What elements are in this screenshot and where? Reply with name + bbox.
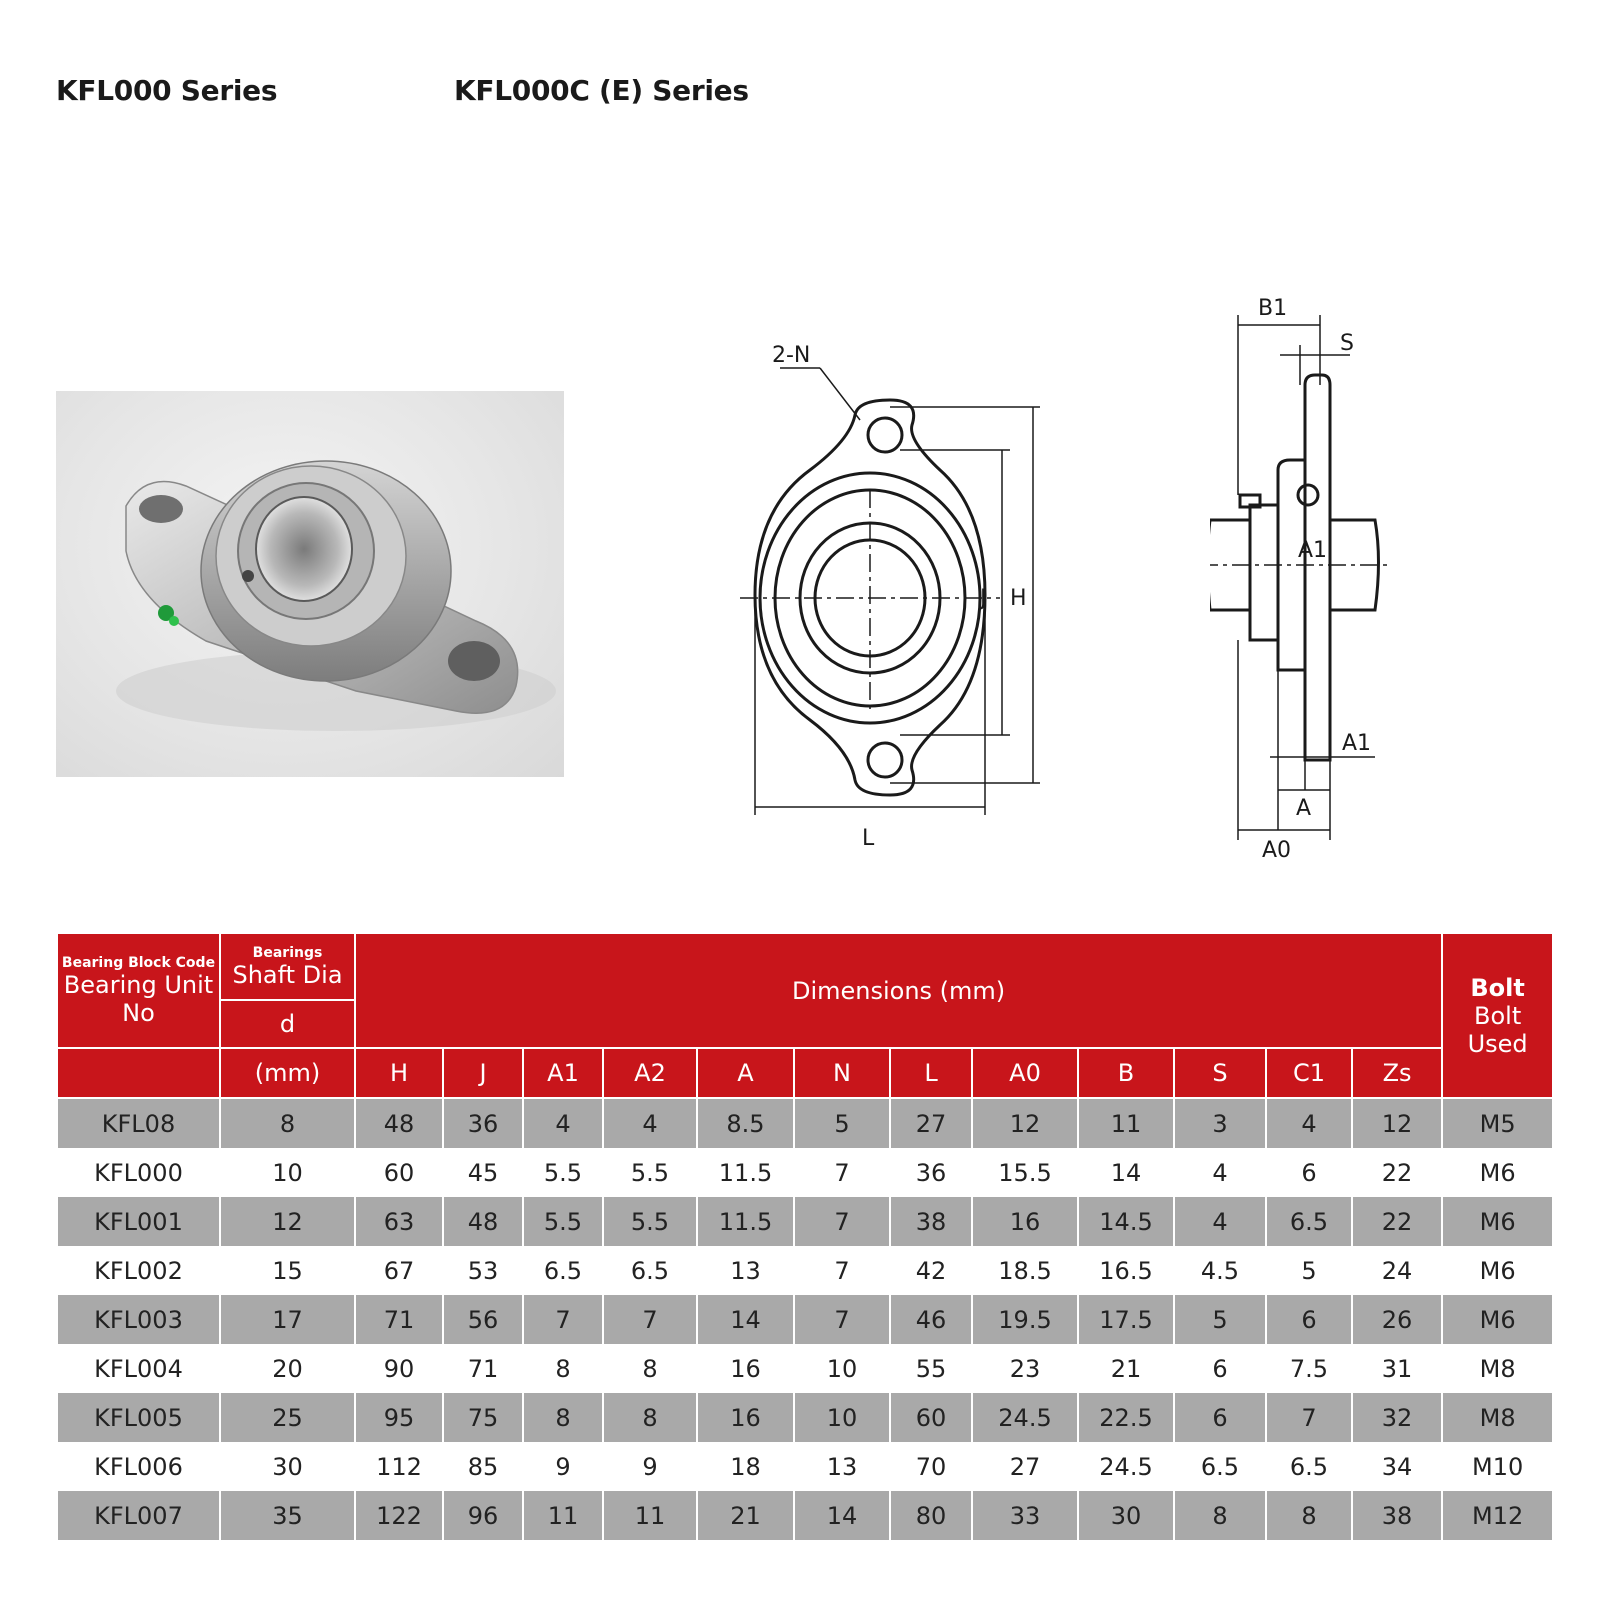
cell-n: 7 [794, 1246, 890, 1295]
cell-j: 53 [443, 1246, 523, 1295]
bolt-header-main: Bolt [1470, 973, 1525, 1002]
cell-shaft-dia: 8 [220, 1098, 355, 1148]
cell-c1: 8 [1266, 1491, 1352, 1540]
col-a2: A2 [603, 1048, 697, 1098]
cell-a2: 4 [603, 1098, 697, 1148]
cell-a1: 9 [523, 1442, 603, 1491]
cell-a2: 5.5 [603, 1148, 697, 1197]
cell-n: 7 [794, 1295, 890, 1344]
cell-a1: 7 [523, 1295, 603, 1344]
col-h: H [355, 1048, 443, 1098]
cell-s: 4 [1174, 1197, 1266, 1246]
col-l: L [890, 1048, 972, 1098]
cell-bolt: M5 [1442, 1098, 1553, 1148]
cell-bearing-code: KFL001 [57, 1197, 220, 1246]
cell-a: 8.5 [697, 1098, 794, 1148]
cell-c1: 6.5 [1266, 1197, 1352, 1246]
cell-bearing-code: KFL005 [57, 1393, 220, 1442]
cell-n: 7 [794, 1197, 890, 1246]
cell-zs: 31 [1352, 1344, 1442, 1393]
cell-bolt: M6 [1442, 1197, 1553, 1246]
code-header [57, 933, 220, 1048]
cell-j: 45 [443, 1148, 523, 1197]
cell-a: 16 [697, 1344, 794, 1393]
cell-a0: 27 [972, 1442, 1078, 1491]
cell-h: 71 [355, 1295, 443, 1344]
cell-bolt: M12 [1442, 1491, 1553, 1540]
code-header-main: Bearing Unit No [63, 970, 214, 1027]
cell-b: 24.5 [1078, 1442, 1174, 1491]
cell-b: 17.5 [1078, 1295, 1174, 1344]
cell-h: 95 [355, 1393, 443, 1442]
cell-s: 6 [1174, 1393, 1266, 1442]
cell-h: 48 [355, 1098, 443, 1148]
cell-c1: 6 [1266, 1295, 1352, 1344]
cell-bearing-code: KFL002 [57, 1246, 220, 1295]
bolt-header [1442, 933, 1553, 1098]
cell-zs: 32 [1352, 1393, 1442, 1442]
cell-c1: 6 [1266, 1148, 1352, 1197]
label-l: L [862, 826, 875, 851]
col-a0: A0 [972, 1048, 1078, 1098]
cell-a: 16 [697, 1393, 794, 1442]
col-s: S [1174, 1048, 1266, 1098]
cell-a: 14 [697, 1295, 794, 1344]
cell-shaft-dia: 17 [220, 1295, 355, 1344]
col-zs: Zs [1352, 1048, 1442, 1098]
cell-j: 96 [443, 1491, 523, 1540]
table-row [57, 1442, 1553, 1491]
label-j: J [980, 586, 987, 611]
cell-l: 55 [890, 1344, 972, 1393]
spec-table [56, 932, 1554, 1540]
cell-b: 11 [1078, 1098, 1174, 1148]
shaft-header [220, 933, 355, 1000]
cell-zs: 24 [1352, 1246, 1442, 1295]
cell-a2: 9 [603, 1442, 697, 1491]
cell-a0: 15.5 [972, 1148, 1078, 1197]
cell-l: 60 [890, 1393, 972, 1442]
cell-c1: 7.5 [1266, 1344, 1352, 1393]
cell-b: 14.5 [1078, 1197, 1174, 1246]
cell-a1: 8 [523, 1393, 603, 1442]
cell-shaft-dia: 35 [220, 1491, 355, 1540]
cell-a0: 23 [972, 1344, 1078, 1393]
col-b: B [1078, 1048, 1174, 1098]
cell-l: 36 [890, 1148, 972, 1197]
cell-b: 16.5 [1078, 1246, 1174, 1295]
front-view-drawing [740, 340, 1080, 870]
cell-a1: 6.5 [523, 1246, 603, 1295]
cell-b: 30 [1078, 1491, 1174, 1540]
cell-shaft-dia: 30 [220, 1442, 355, 1491]
cell-a2: 8 [603, 1393, 697, 1442]
cell-n: 10 [794, 1344, 890, 1393]
label-s: S [1340, 331, 1354, 356]
cell-a: 13 [697, 1246, 794, 1295]
cell-a: 18 [697, 1442, 794, 1491]
label-a: A [1296, 796, 1312, 821]
cell-s: 4 [1174, 1148, 1266, 1197]
cell-a2: 11 [603, 1491, 697, 1540]
table-row [57, 1295, 1553, 1344]
cell-n: 13 [794, 1442, 890, 1491]
cell-l: 42 [890, 1246, 972, 1295]
label-a0: A0 [1262, 838, 1292, 863]
cell-b: 14 [1078, 1148, 1174, 1197]
cell-shaft-dia: 20 [220, 1344, 355, 1393]
cell-bolt: M6 [1442, 1295, 1553, 1344]
cell-shaft-dia: 12 [220, 1197, 355, 1246]
cell-h: 112 [355, 1442, 443, 1491]
cell-j: 85 [443, 1442, 523, 1491]
cell-a2: 8 [603, 1344, 697, 1393]
cell-shaft-dia: 15 [220, 1246, 355, 1295]
cell-l: 27 [890, 1098, 972, 1148]
cell-j: 48 [443, 1197, 523, 1246]
cell-zs: 38 [1352, 1491, 1442, 1540]
cell-bolt: M8 [1442, 1393, 1553, 1442]
cell-a1: 11 [523, 1491, 603, 1540]
cell-a0: 12 [972, 1098, 1078, 1148]
table-row [57, 1098, 1553, 1148]
cell-j: 75 [443, 1393, 523, 1442]
cell-n: 5 [794, 1098, 890, 1148]
cell-s: 6 [1174, 1344, 1266, 1393]
cell-bearing-code: KFL007 [57, 1491, 220, 1540]
bolt-header-sub: Bolt Used [1467, 1001, 1528, 1058]
cell-n: 7 [794, 1148, 890, 1197]
col-a1: A1 [523, 1048, 603, 1098]
cell-a0: 24.5 [972, 1393, 1078, 1442]
cell-a1: 4 [523, 1098, 603, 1148]
cell-b: 22.5 [1078, 1393, 1174, 1442]
cell-c1: 5 [1266, 1246, 1352, 1295]
cell-zs: 34 [1352, 1442, 1442, 1491]
col-c1: C1 [1266, 1048, 1352, 1098]
cell-l: 38 [890, 1197, 972, 1246]
cell-s: 3 [1174, 1098, 1266, 1148]
cell-n: 10 [794, 1393, 890, 1442]
cell-h: 67 [355, 1246, 443, 1295]
cell-bearing-code: KFL08 [57, 1098, 220, 1148]
shaft-unit: (mm) [220, 1048, 355, 1098]
label-2-n: 2-N [772, 343, 811, 368]
cell-l: 80 [890, 1491, 972, 1540]
cell-bearing-code: KFL004 [57, 1344, 220, 1393]
cell-bearing-code: KFL000 [57, 1148, 220, 1197]
label-a1-top: A1 [1298, 538, 1328, 563]
cell-n: 14 [794, 1491, 890, 1540]
col-j: J [443, 1048, 523, 1098]
code-header-blank [57, 1048, 220, 1098]
cell-a2: 7 [603, 1295, 697, 1344]
table-row [57, 1491, 1553, 1540]
product-photo [56, 391, 564, 777]
code-header-small: Bearing Block Code [61, 954, 216, 971]
cell-h: 60 [355, 1148, 443, 1197]
cell-h: 122 [355, 1491, 443, 1540]
cell-a0: 16 [972, 1197, 1078, 1246]
cell-j: 56 [443, 1295, 523, 1344]
cell-bolt: M10 [1442, 1442, 1553, 1491]
series-title-right: KFL000C (E) Series [454, 74, 749, 107]
cell-l: 70 [890, 1442, 972, 1491]
cell-l: 46 [890, 1295, 972, 1344]
cell-zs: 22 [1352, 1148, 1442, 1197]
cell-h: 90 [355, 1344, 443, 1393]
cell-a: 11.5 [697, 1148, 794, 1197]
label-h: H [1010, 586, 1027, 611]
cell-a0: 18.5 [972, 1246, 1078, 1295]
label-b1: B1 [1258, 296, 1288, 321]
cell-c1: 7 [1266, 1393, 1352, 1442]
cell-shaft-dia: 25 [220, 1393, 355, 1442]
cell-a1: 8 [523, 1344, 603, 1393]
col-n: N [794, 1048, 890, 1098]
cell-c1: 4 [1266, 1098, 1352, 1148]
cell-s: 6.5 [1174, 1442, 1266, 1491]
cell-s: 5 [1174, 1295, 1266, 1344]
cell-j: 71 [443, 1344, 523, 1393]
col-a: A [697, 1048, 794, 1098]
cell-zs: 12 [1352, 1098, 1442, 1148]
dimensions-header: Dimensions (mm) [355, 933, 1442, 1048]
cell-a0: 33 [972, 1491, 1078, 1540]
cell-j: 36 [443, 1098, 523, 1148]
cell-s: 4.5 [1174, 1246, 1266, 1295]
table-row [57, 1246, 1553, 1295]
cell-a1: 5.5 [523, 1148, 603, 1197]
cell-shaft-dia: 10 [220, 1148, 355, 1197]
table-row [57, 1344, 1553, 1393]
cell-bearing-code: KFL006 [57, 1442, 220, 1491]
cell-a: 11.5 [697, 1197, 794, 1246]
cell-zs: 26 [1352, 1295, 1442, 1344]
cell-s: 8 [1174, 1491, 1266, 1540]
table-row [57, 1197, 1553, 1246]
cell-a2: 6.5 [603, 1246, 697, 1295]
table-row [57, 1393, 1553, 1442]
cell-b: 21 [1078, 1344, 1174, 1393]
cell-bolt: M6 [1442, 1148, 1553, 1197]
side-view-drawing [1210, 295, 1440, 885]
shaft-header-main: Shaft Dia [232, 960, 343, 989]
table-row [57, 1148, 1553, 1197]
series-title-left: KFL000 Series [56, 74, 278, 107]
cell-a2: 5.5 [603, 1197, 697, 1246]
cell-bearing-code: KFL003 [57, 1295, 220, 1344]
label-a1-bottom: A1 [1342, 731, 1372, 756]
cell-c1: 6.5 [1266, 1442, 1352, 1491]
cell-a: 21 [697, 1491, 794, 1540]
cell-a0: 19.5 [972, 1295, 1078, 1344]
shaft-symbol: d [220, 1000, 355, 1048]
cell-bolt: M8 [1442, 1344, 1553, 1393]
cell-a1: 5.5 [523, 1197, 603, 1246]
cell-zs: 22 [1352, 1197, 1442, 1246]
cell-bolt: M6 [1442, 1246, 1553, 1295]
shaft-header-small: Bearings [252, 944, 323, 961]
cell-h: 63 [355, 1197, 443, 1246]
